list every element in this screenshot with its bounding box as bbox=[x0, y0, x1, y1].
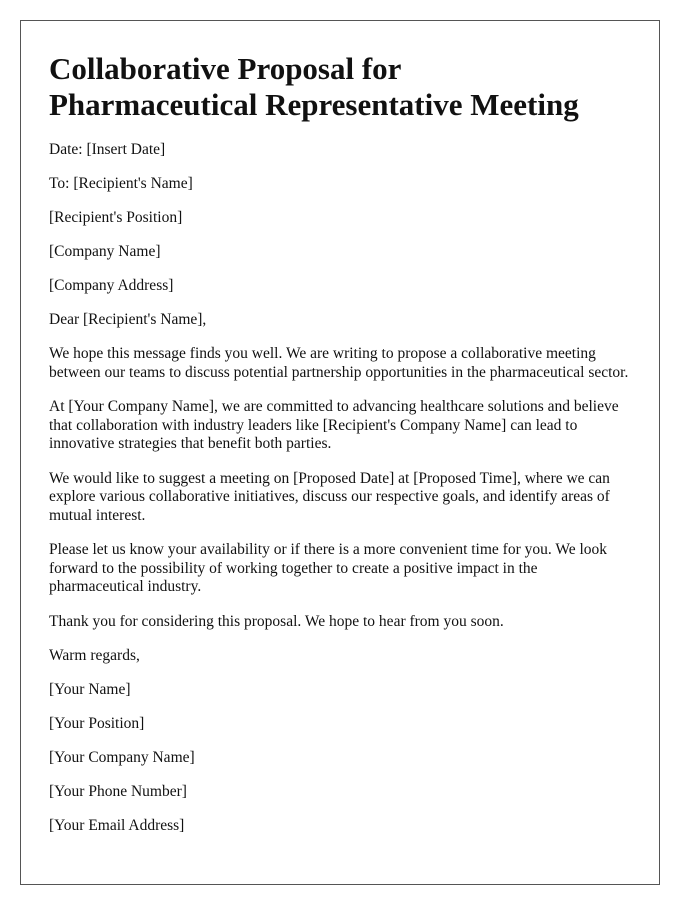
page-title bbox=[49, 51, 633, 123]
signature-name: [Your Name] bbox=[49, 681, 131, 698]
signature-company: [Your Company Name] bbox=[49, 749, 195, 766]
company-name-line: [Company Name] bbox=[49, 243, 161, 260]
body-paragraph-3: We would like to suggest a meeting on [Proposed Date] at [Proposed Time], where we can explore various collaborative initiatives, discuss our respective goals, and identify areas of mutual interest. bbox=[49, 469, 610, 524]
signature-position: [Your Position] bbox=[49, 715, 145, 732]
closing: Warm regards, bbox=[49, 647, 140, 664]
salutation: Dear [Recipient's Name], bbox=[49, 311, 207, 328]
body-paragraph-1: We hope this message finds you well. We are writing to propose a collaborative meeting between our teams to discuss potential partnership opportunities in the pharmaceutical sector. bbox=[49, 345, 629, 381]
body-paragraph-5: Thank you for considering this proposal. We hope to hear from you soon. bbox=[49, 612, 504, 630]
signature-phone: [Your Phone Number] bbox=[49, 783, 187, 800]
letter-content bbox=[49, 51, 633, 851]
body-paragraph-2: At [Your Company Name], we are committed to advancing healthcare solutions and believe that collaboration with industry leaders like [Recipient's Company Name] can lead to innovative strategies that benefit both parties. bbox=[49, 398, 619, 452]
company-address-line: [Company Address] bbox=[49, 277, 174, 294]
title-line-1: Collaborative Proposal for bbox=[49, 51, 402, 86]
recipient-name-line: To: [Recipient's Name] bbox=[49, 175, 193, 192]
signature-email: [Your Email Address] bbox=[49, 817, 185, 834]
recipient-position-line: [Recipient's Position] bbox=[49, 209, 183, 226]
body-paragraph-4: Please let us know your availability or if there is a more convenient time for you. We look forward to the possibility of working together to create a positive impact in the pharmaceutical industry. bbox=[49, 541, 608, 595]
date-line: Date: [Insert Date] bbox=[49, 141, 166, 158]
title-line-2: Pharmaceutical Representative Meeting bbox=[49, 87, 579, 122]
letter-page bbox=[20, 20, 660, 885]
